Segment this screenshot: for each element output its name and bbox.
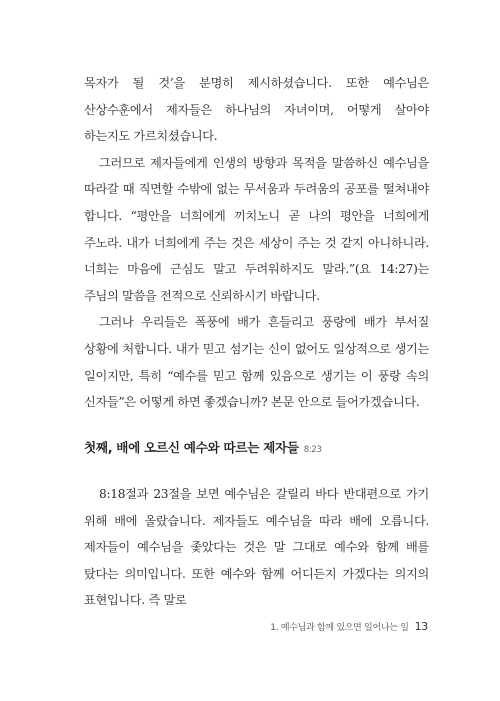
paragraph: 목자가 될 것’을 분명히 제시하셨습니다. 또한 예수님은 산상수훈에서 제자들은 하나님의 자녀이며, 어떻게 살아야 하는지도 가르치셨습니다. (84, 76, 429, 144)
paragraph: 8:18절과 23절을 보면 예수님은 갈릴리 바다 반대편으로 가기 위해 배에 올랐습니다. 제자들도 예수님을 따라 배에 오릅니다. 제자들이 예수님을 좇았다는 것은 말 그대로 예수와 함께 배를 탔다는 의미입니다. 또한 예수와 함께 어디든지 가겠다는 의지의 표현입니다. 즉 말로 (84, 487, 429, 608)
section-heading-text: 첫째, 배에 오르신 예수와 따르는 제자들 (84, 440, 299, 455)
body-text-bottom (84, 481, 429, 614)
body-text-top (84, 70, 429, 416)
page-number: 13 (414, 620, 428, 633)
page-footer (270, 620, 428, 633)
running-footer-chapter: 1. 예수님과 함께 있으면 일어나는 일 (270, 623, 409, 633)
paragraph: 그러므로 제자들에게 인생의 방향과 목적을 말씀하신 예수님을 따라갈 때 직면할 수밖에 없는 무서움과 두려움의 공포를 떨쳐내야 합니다. “평안을 너희에게 끼치노니 곧 나의 평안을 너희에게 주노라. 내가 너희에게 주는 것은 세상이 주는 것 같지 아니하니라. 너희는 마음에 근심도 말고 두려워하지도 말라.”(요 14:27)는 주님의 말씀을 전적으로 신뢰하시기 바랍니다. (84, 155, 429, 303)
section-reference: 8:23 (303, 445, 322, 455)
section-heading (84, 437, 429, 456)
paragraph: 그러나 우리들은 폭풍에 배가 흔들리고 풍랑에 배가 부서질 상황에 처합니다. 내가 믿고 섬기는 신이 없어도 일상적으로 생기는 일이지만, 특히 “예수를 믿고 함께 있음으로 생기는 이 풍랑 속의 신자들”은 어떻게 하면 좋겠습니까? 본문 안으로 들어가겠습니다. (84, 315, 429, 410)
